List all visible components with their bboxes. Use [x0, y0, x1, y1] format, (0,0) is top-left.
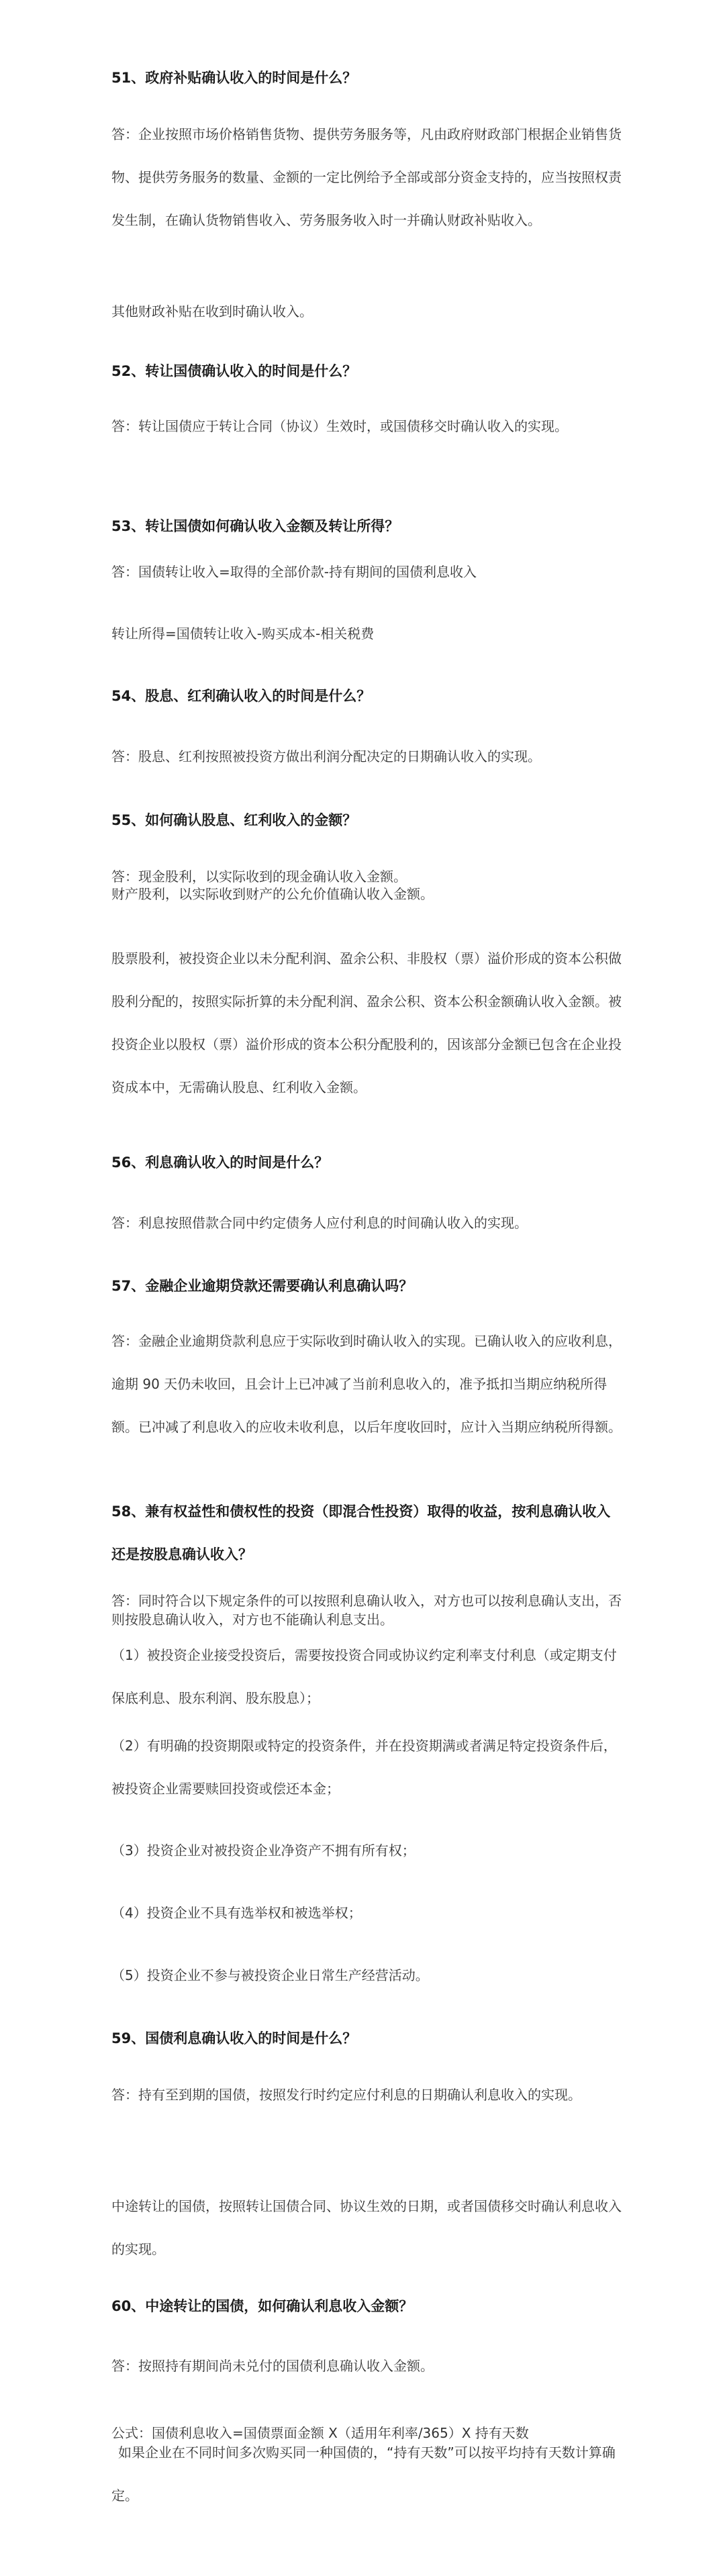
answer-paragraph: 答：现金股利，以实际收到的现金确认收入金额。: [111, 869, 407, 885]
answer-paragraph: 答：国债转让收入=取得的全部价款-持有期间的国债利息收入: [111, 564, 477, 580]
answer-paragraph: 答：利息按照借款合同中约定债务人应付利息的时间确认收入的实现。: [111, 1215, 528, 1231]
question-title: 57、金融企业逾期贷款还需要确认利息确认吗？: [111, 1278, 414, 1294]
answer-paragraph: 答：股息、红利按照被投资方做出利润分配决定的日期确认收入的实现。: [111, 748, 541, 764]
answer-paragraph: （2）有明确的投资期限或特定的投资条件，并在投资期满或者满足特定投资条件后，被投资企业需要赎回投资或偿还本金；: [111, 1738, 617, 1797]
question-title: 53、转让国债如何确认收入金额及转让所得？: [111, 518, 399, 534]
answer-paragraph: （1）被投资企业接受投资后，需要按投资合同或协议约定利率支付利息（或定期支付保底利息、股东利润、股东股息）；: [111, 1647, 617, 1706]
question-title: 59、国债利息确认收入的时间是什么？: [111, 2030, 357, 2046]
answer-paragraph: 转让所得=国债转让收入-购买成本-相关税费: [111, 626, 375, 642]
question-title: 51、政府补贴确认收入的时间是什么？: [111, 70, 357, 86]
question-title: 52、转让国债确认收入的时间是什么？: [111, 363, 357, 379]
answer-paragraph: （4）投资企业不具有选举权和被选举权；: [111, 1905, 362, 1921]
answer-paragraph: 答：企业按照市场价格销售货物、提供劳务服务等，凡由政府财政部门根据企业销售货物、提供劳务服务的数量、金额的一定比例给予全部或部分资金支持的，应当按照权责发生制，在确认货物销售收入、劳务服务收入时一并确认财政补贴收入。: [111, 126, 622, 228]
answer-paragraph: 如果企业在不同时间多次购买同一种国债的，“持有天数”可以按平均持有天数计算确定。: [111, 2444, 616, 2504]
answer-paragraph: 股票股利，被投资企业以未分配利润、盈余公积、非股权（票）溢价形成的资本公积做股利分配的，按照实际折算的未分配利润、盈余公积、资本公积金额确认收入金额。被投资企业以股权（票）溢价形成的资本公积分配股利的，因该部分金额已包含在企业投资成本中，无需确认股息、红利收入金额。: [111, 950, 622, 1095]
answer-paragraph: （3）投资企业对被投资企业净资产不拥有所有权；: [111, 1842, 416, 1859]
question-title: 55、如何确认股息、红利收入的金额？: [111, 812, 357, 828]
answer-paragraph: 中途转让的国债，按照转让国债合同、协议生效的日期，或者国债移交时确认利息收入的实现。: [111, 2198, 622, 2257]
answer-paragraph: 答：按照持有期间尚未兑付的国债利息确认收入金额。: [111, 2358, 434, 2374]
answer-paragraph: （5）投资企业不参与被投资企业日常生产经营活动。: [111, 1967, 429, 1983]
question-title: 60、中途转让的国债，如何确认利息收入金额？: [111, 2298, 414, 2314]
question-title: 54、股息、红利确认收入的时间是什么？: [111, 688, 371, 704]
question-title: 58、兼有权益性和债权性的投资（即混合性投资）取得的收益，按利息确认收入还是按股息确认收入？: [111, 1503, 611, 1563]
answer-paragraph: 其他财政补贴在收到时确认收入。: [111, 303, 313, 319]
answer-paragraph: 财产股利，以实际收到财产的公允价值确认收入金额。: [111, 886, 434, 902]
formula-line: 公式：国债利息收入=国债票面金额 X（适用年利率/365）X 持有天数: [111, 2425, 529, 2441]
answer-paragraph: 答：同时符合以下规定条件的可以按照利息确认收入，对方也可以按利息确认支出，否则按股息确认收入，对方也不能确认利息支出。: [111, 1593, 622, 1628]
answer-paragraph: 答：金融企业逾期贷款利息应于实际收到时确认收入的实现。已确认收入的应收利息，逾期 90 天仍未收回，且会计上已冲减了当前利息收入的，准予抵扣当期应纳税所得额。已冲减了利息收入的应收未收利息，以后年度收回时，应计入当期应纳税所得额。: [111, 1333, 622, 1435]
question-title: 56、利息确认收入的时间是什么？: [111, 1154, 329, 1171]
answer-paragraph: 答：转让国债应于转让合同（协议）生效时，或国债移交时确认收入的实现。: [111, 418, 568, 434]
answer-paragraph: 答：持有至到期的国债，按照发行时约定应付利息的日期确认利息收入的实现。: [111, 2087, 581, 2103]
